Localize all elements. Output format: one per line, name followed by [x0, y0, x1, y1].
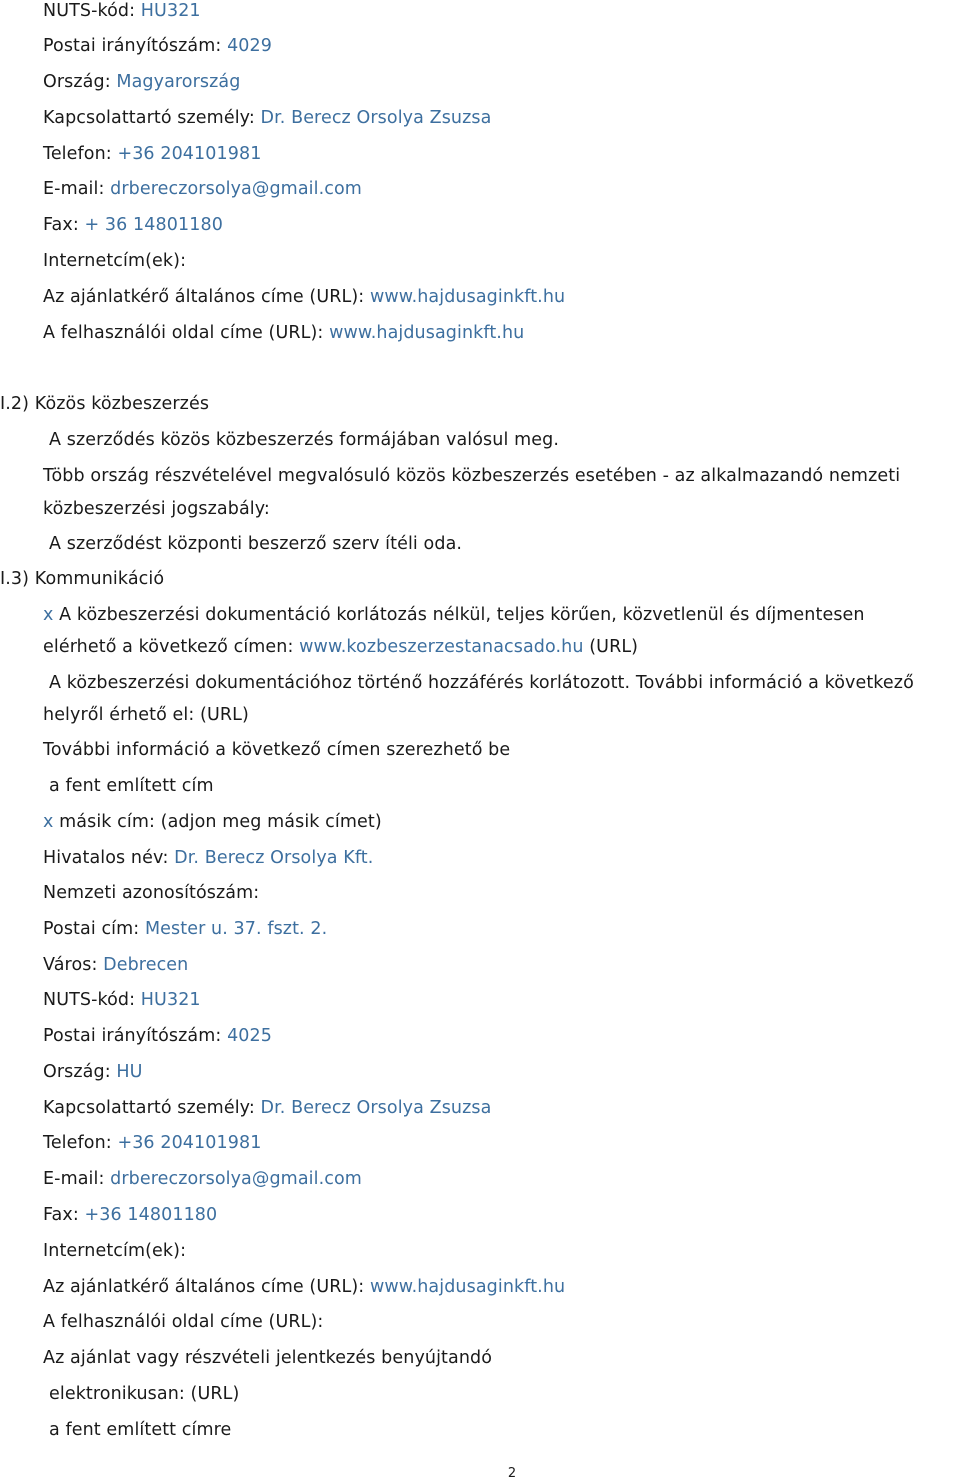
user-url-label: A felhasználói oldal címe (URL): [43, 323, 330, 343]
postal-code-label: Postai irányítószám: [43, 1026, 228, 1046]
general-url-label: Az ajánlatkérő általános címe (URL): [43, 1277, 370, 1297]
other-address-option [43, 811, 382, 833]
contact-person-label: Kapcsolattartó személy: [43, 108, 261, 128]
phone-label: Telefon: [43, 144, 118, 164]
official-name-line [43, 847, 373, 869]
country-label: Ország: [43, 1062, 117, 1082]
contact-person-value: Dr. Berecz Orsolya Zsuzsa [260, 1098, 492, 1118]
postal-code-label: Postai irányítószám: [43, 36, 228, 56]
multi-country-line-1: Több ország részvételével megvalósuló közös közbeszerzés esetében - az alkalmazandó nemzeti [43, 466, 901, 486]
restricted-access-line-2: helyről érhető el: (URL) [43, 705, 249, 725]
nuts-code-value: HU321 [140, 990, 201, 1010]
country-value: HU [116, 1062, 143, 1082]
central-purchasing-statement: A szerződést központi beszerző szerv ítéli oda. [49, 534, 463, 554]
country-line-2 [43, 1061, 143, 1083]
postal-code-value: 4029 [227, 36, 272, 56]
postal-code-line [43, 35, 272, 57]
email-line-2 [43, 1168, 362, 1190]
phone-label: Telefon: [43, 1133, 118, 1153]
postal-code-line-2 [43, 1025, 272, 1047]
phone-value: +36 204101981 [117, 144, 262, 164]
fax-line-2 [43, 1204, 217, 1226]
fax-value: + 36 14801180 [84, 215, 223, 235]
submission-above-address: a fent említett címre [49, 1420, 232, 1440]
email-label: E-mail: [43, 1169, 111, 1189]
fax-label: Fax: [43, 215, 85, 235]
fax-line [43, 214, 223, 236]
official-name-label: Hivatalos név: [43, 848, 175, 868]
postal-address-line [43, 918, 327, 940]
page-number: 2 [507, 1466, 517, 1481]
official-name-value: Dr. Berecz Orsolya Kft. [174, 848, 374, 868]
general-url-label: Az ajánlatkérő általános címe (URL): [43, 287, 370, 307]
city-line [43, 954, 188, 976]
unrestricted-access-prefix: elérhető a következő címen: [43, 637, 300, 657]
general-url-link[interactable]: www.hajdusaginkft.hu [369, 1277, 566, 1297]
national-id-label: Nemzeti azonosítószám: [43, 883, 260, 903]
nuts-code-line-2 [43, 989, 201, 1011]
submission-electronic: elektronikusan: (URL) [49, 1384, 240, 1404]
email-value: drbereczorsolya@gmail.com [110, 1169, 362, 1189]
restricted-access-line-1: A közbeszerzési dokumentációhoz történő hozzáférés korlátozott. További információ a következő [49, 673, 914, 693]
nuts-code-value: HU321 [140, 1, 201, 21]
general-url-line [43, 286, 565, 308]
contact-person-value: Dr. Berecz Orsolya Zsuzsa [260, 108, 492, 128]
postal-address-value: Mester u. 37. fszt. 2. [144, 919, 328, 939]
fax-value: +36 14801180 [84, 1205, 218, 1225]
other-address-text: másik cím: (adjon meg másik címet) [53, 812, 382, 832]
contact-person-line-2 [43, 1097, 491, 1119]
user-url-link[interactable]: www.hajdusaginkft.hu [329, 323, 525, 343]
user-url-line [43, 322, 524, 344]
country-value: Magyarország [116, 72, 241, 92]
general-url-line-2 [43, 1276, 565, 1298]
contact-person-line [43, 107, 491, 129]
nuts-code-label: NUTS-kód: [43, 990, 141, 1010]
unrestricted-access-line-2 [43, 636, 638, 658]
email-value: drbereczorsolya@gmail.com [110, 179, 362, 199]
internet-address-label-2: Internetcím(ek): [43, 1241, 187, 1261]
postal-address-label: Postai cím: [43, 919, 145, 939]
procurement-docs-link[interactable]: www.kozbeszerzestanacsado.hu [299, 637, 584, 657]
nuts-code-line [43, 0, 201, 22]
joint-procurement-statement: A szerződés közös közbeszerzés formájában valósul meg. [49, 430, 559, 450]
email-line [43, 178, 362, 200]
unrestricted-access-checkmark: x [43, 605, 54, 625]
section-i2-heading: I.2) Közös közbeszerzés [0, 394, 210, 414]
url-suffix: (URL) [583, 637, 639, 657]
phone-line [43, 143, 261, 165]
phone-line-2 [43, 1132, 261, 1154]
multi-country-line-2: közbeszerzési jogszabály: [43, 499, 270, 519]
fax-label: Fax: [43, 1205, 85, 1225]
phone-value: +36 204101981 [117, 1133, 262, 1153]
unrestricted-access-text: A közbeszerzési dokumentáció korlátozás nélkül, teljes körűen, közvetlenül és díjmentesen [53, 605, 865, 625]
general-url-link[interactable]: www.hajdusaginkft.hu [369, 287, 566, 307]
section-i3-heading: I.3) Kommunikáció [0, 569, 165, 589]
internet-address-label: Internetcím(ek): [43, 251, 187, 271]
postal-code-value: 4025 [227, 1026, 272, 1046]
submission-line-1: Az ajánlat vagy részvételi jelentkezés benyújtandó [43, 1348, 493, 1368]
country-line [43, 71, 240, 93]
user-url-line-2: A felhasználói oldal címe (URL): [43, 1312, 324, 1332]
above-address-option: a fent említett cím [49, 776, 214, 796]
country-label: Ország: [43, 72, 117, 92]
contact-person-label: Kapcsolattartó személy: [43, 1098, 261, 1118]
further-info-line: További információ a következő címen szerezhető be [43, 740, 511, 760]
nuts-code-label: NUTS-kód: [43, 1, 141, 21]
unrestricted-access-line-1 [43, 604, 865, 626]
city-label: Város: [43, 955, 104, 975]
other-address-checkmark: x [43, 812, 54, 832]
city-value: Debrecen [103, 955, 189, 975]
email-label: E-mail: [43, 179, 111, 199]
